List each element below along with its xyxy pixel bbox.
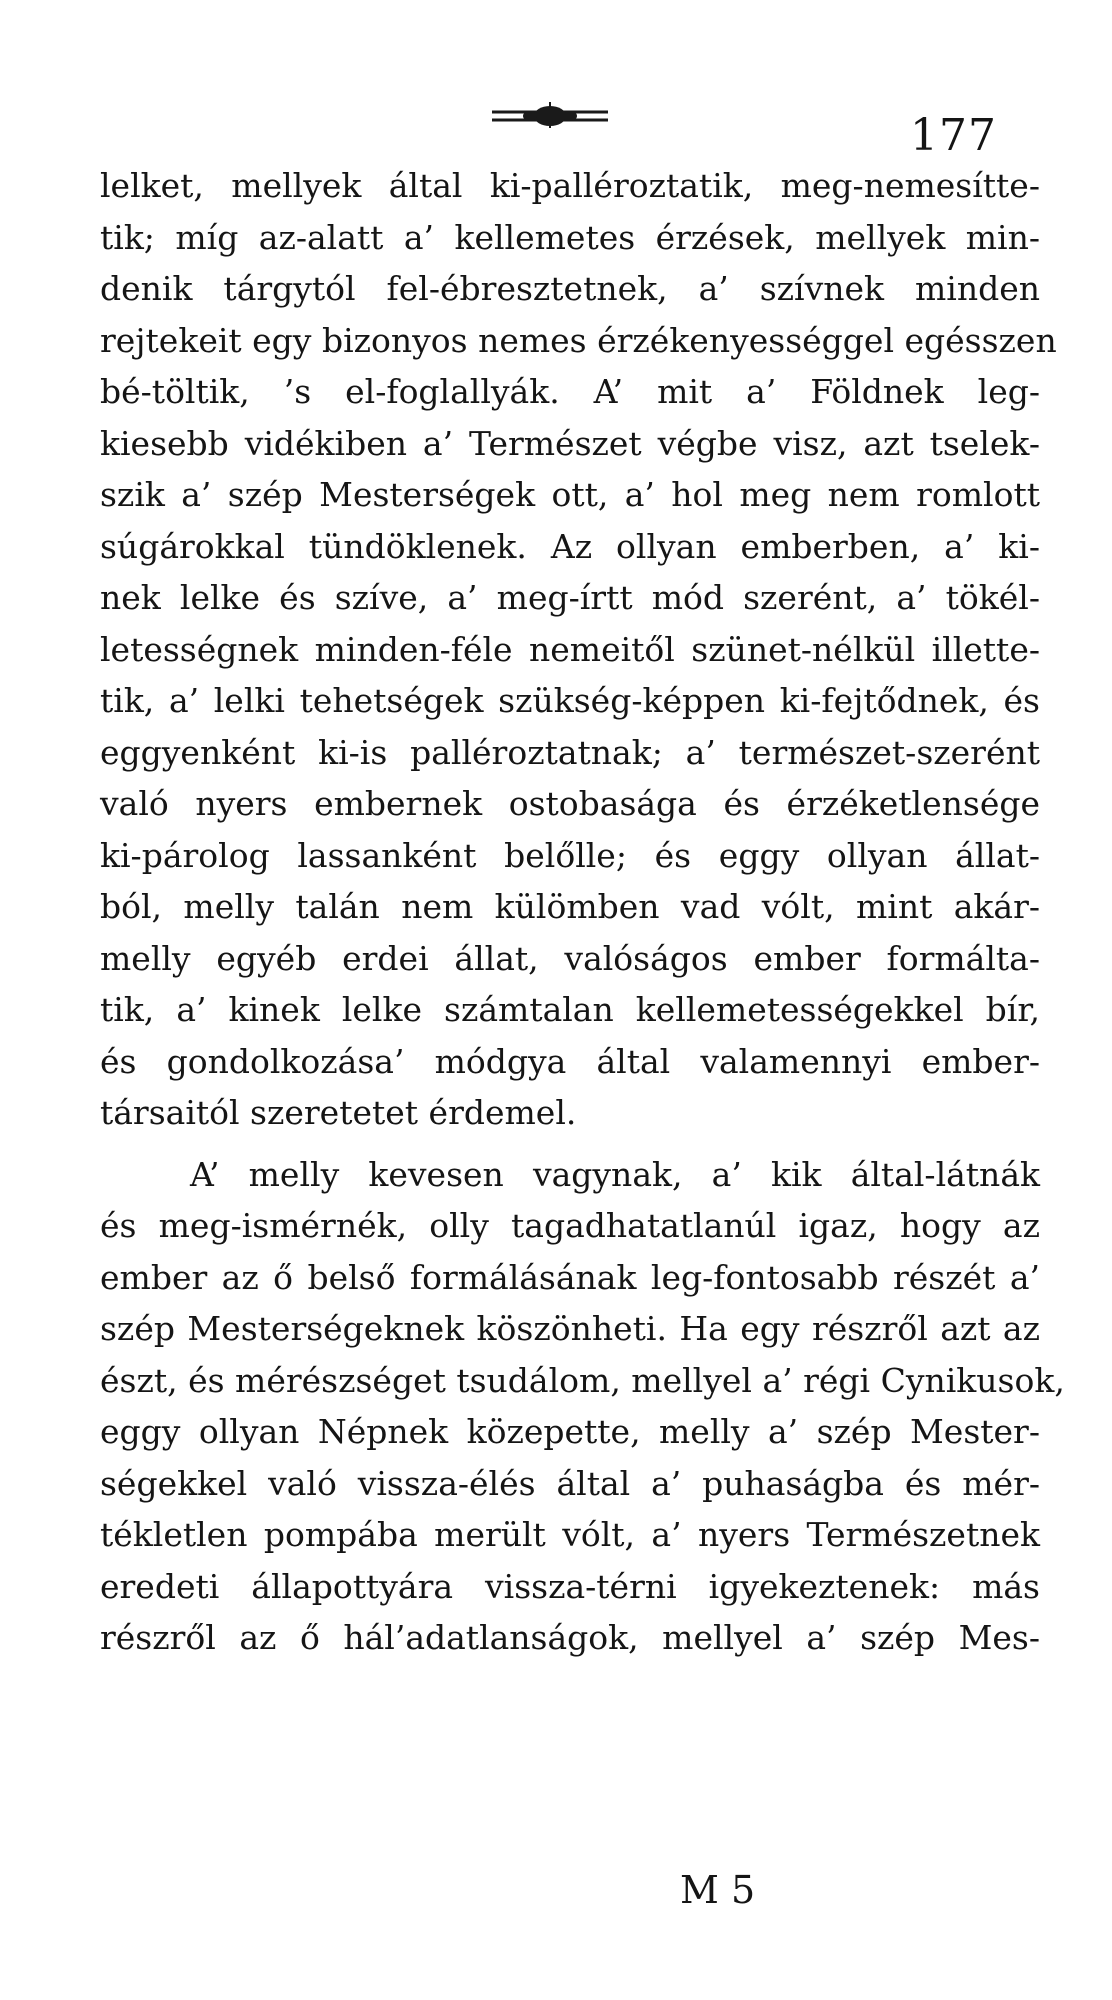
text-line: részről az ő hál’adatlanságok, mellyel a’ szép Mes- [100,1618,1040,1657]
text-line: tik; míg az-alatt a’ kellemetes érzések, mellyek min- [100,217,1040,257]
text-line: szép Mesterségeknek köszönheti. Ha egy részről azt az [100,1309,1040,1348]
text-line: denik tárgytól fel-ébresztetnek, a’ szívnek minden [100,269,1040,308]
text-line: ból, melly talán nem külömben vad vólt, mint akár- [100,887,1040,926]
page-number: 177 [910,110,997,161]
signature-mark: M 5 [680,1868,756,1912]
text-line: tik, a’ lelki tehetségek szükség-képpen ki-fejtődnek, és [100,681,1040,720]
text-line: való nyers embernek ostobasága és érzéketlensége [100,784,1040,823]
paragraph [100,1149,1065,1664]
text-line: tik, a’ kinek lelke számtalan kellemetességekkel bír, [100,990,1040,1029]
text-line: kiesebb vidékiben a’ Természet végbe visz, azt tselek- [100,423,1040,463]
text-line: nek lelke és szíve, a’ meg-írtt mód szerént, a’ tökél- [100,578,1040,617]
paragraph [100,160,1057,1139]
text-line: ki-párolog lassanként belőlle; és eggy ollyan állat- [100,835,1040,875]
text-line: súgárokkal tündöklenek. Az ollyan emberben, a’ ki- [100,526,1040,566]
text-line: eggyenként ki-is palléroztatnak; a’ természet-szerént [100,732,1040,772]
text-line: melly egyéb erdei állat, valóságos ember formálta- [100,938,1040,978]
text-line: letességnek minden-féle nemeitől szünet-nélkül illette- [100,629,1040,669]
text-line: lelket, mellyek által ki-palléroztatik, meg-nemesítte- [100,166,1040,205]
text-line: és gondolkozása’ módgya által valamennyi ember- [100,1041,1040,1081]
text-line: ember az ő belső formálásának leg-fontosabb részét a’ [100,1257,1040,1297]
text-line: és meg-ismérnék, olly tagadhatatlanúl igaz, hogy az [100,1206,1040,1245]
text-line: tékletlen pompába merült vólt, a’ nyers Természetnek [100,1515,1040,1554]
text-line: rejtekeit egy bizonyos nemes érzékenyességgel egésszen [100,320,1057,360]
text-line: A’ melly kevesen vagynak, a’ kik által-látnák [190,1154,1040,1194]
text-line: társaitól szeretetet érdemel. [100,1093,577,1132]
text-line: eggy ollyan Népnek közepette, melly a’ szép Mester- [100,1412,1040,1451]
text-line: szik a’ szép Mesterségek ott, a’ hol meg nem romlott [100,475,1040,514]
text-line: bé-töltik, ’s el-foglallyák. A’ mit a’ Földnek leg- [100,372,1040,411]
decorative-headpiece-icon [490,100,610,130]
text-line: eredeti állapottyára vissza-térni igyekeztenek: más [100,1566,1040,1606]
text-line: észt, és mérészséget tsudálom, mellyel a’ régi Cynikusok, [100,1360,1065,1400]
text-line: ségekkel való vissza-élés által a’ puhaságba és mér- [100,1463,1040,1503]
body-text [100,160,1065,1674]
